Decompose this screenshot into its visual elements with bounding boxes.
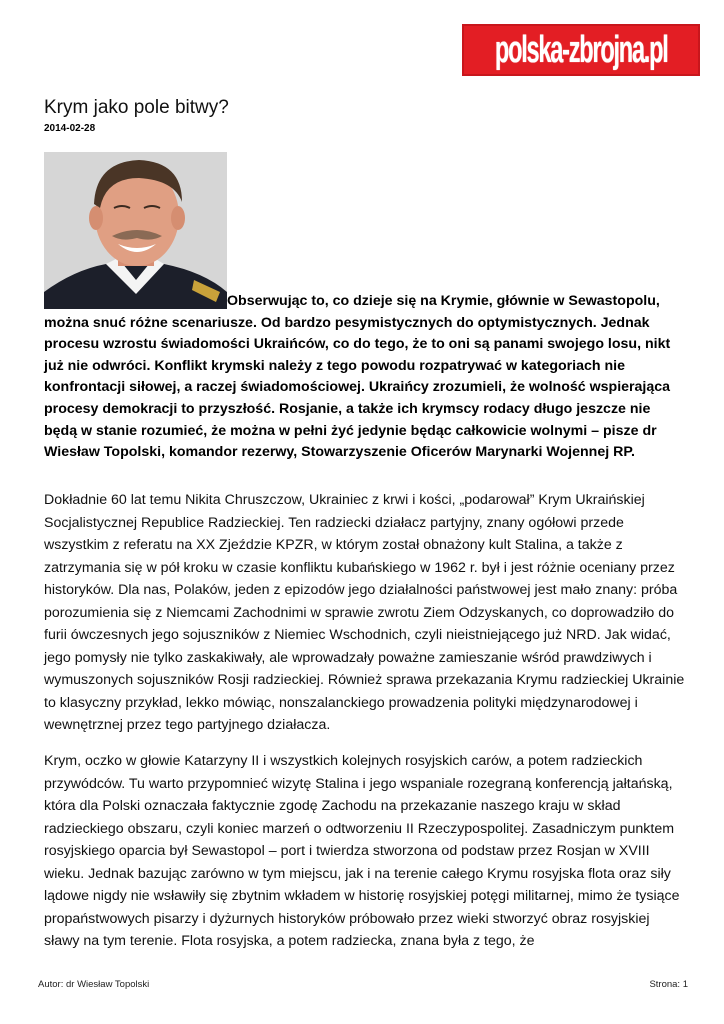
footer-author: Autor: dr Wiesław Topolski — [38, 979, 150, 990]
site-logo-text: polska-zbrojna.pl — [494, 28, 668, 71]
article-date: 2014-02-28 — [44, 123, 96, 134]
author-photo — [44, 152, 227, 309]
article-paragraph-1: Dokładnie 60 lat temu Nikita Chruszczow, Ukrainiec z krwi i kości, „podarował” Krym Ukraińskiej Socjalistycznej Republice Radzieckiej. Ten radziecki działacz partyjny, znany ogółowi przede wszystkim z referatu na XX Zjeździe KPZR, w którym został obnażony kult Stalina, a także z zatrzymania się w pół kroku w czasie konfliktu kubańskiego w 1962 r. był i jest różnie oceniany przez historyków. Dla nas, Polaków, jeden z epizodów jego działalności państwowej jest mało znany: próba porozumienia się z Niemcami Zachodnimi w sprawie zwrotu Ziem Odzyskanych, co doprowadziło do furii ówczesnych jego sojuszników z Niemiec Wschodnich, czyli nieistniejącego już NRD. Jak widać, jego pomysły nie tylko zaskakiwały, ale wprowadzały poważne zamieszanie wśród prawdziwych i wymuszonych sojuszników Rosji radzieckiej. Również sprawa przekazania Krymu radzieckiej Ukrainie to klasyczny przykład, lekko mówiąc, nonszalanckiego prowadzenia polityki międzynarodowej i wewnętrznej przez tego partyjnego działacza. — [44, 492, 685, 733]
article-paragraph-2: Krym, oczko w głowie Katarzyny II i wszystkich kolejnych rosyjskich carów, a potem radzieckich przywódców. Tu warto przypomnieć wizytę Stalina i jego wspaniale rozegraną konferencją jałtańską, która dla Polski oznaczała faktycznie zgodę Zachodu na przekazanie naszego kraju w skład radzieckiego obszaru, czyli koniec marzeń o odtworzeniu II Rzeczypospolitej. Zasadniczym punktem rosyjskiego oparcia był Sewastopol – port i twierdza stworzona od podstaw przez Rosjan w XVIII wieku. Jednak bazując zarówno w tym miejscu, jak i na terenie całego Krymu rosyjska flota oraz siły lądowe nigdy nie wsławiły się zbytnim wkładem w historię rosyjskiej potęgi militarnej, mimo że tysiące propaństwowych pisarzy i dyżurnych historyków próbowało przez wieki stworzyć obraz rosyjskiej sławy na tym terenie. Flota rosyjska, a potem radziecka, znana była z tego, że — [44, 753, 680, 949]
footer-page-number: Strona: 1 — [649, 979, 688, 990]
author-portrait-image — [44, 152, 227, 309]
article-title: Krym jako pole bitwy? — [44, 97, 229, 118]
article-lead-text: Obserwując to, co dzieje się na Krymie, głównie w Sewastopolu, można snuć różne scenariusze. Od bardzo pesymistycznych do optymistycznych. Jednak procesu wzrostu świadomości Ukraińców, co do tego, że to oni są panami swojego losu, nikt już nie odwróci. Konflikt krymski należy z tego powodu rozpatrywać w kategoriach nie konfrontacji siłowej, a raczej świadomościowej. Ukraińcy zrozumieli, że wolność wspierająca procesy demokracji to przyszłość. Rosjanie, a także ich krymscy rodacy długo jeszcze nie będą w stanie rozumieć, że można w pełni żyć jedynie będąc całkowicie wolnymi – pisze dr Wiesław Topolski, komandor rezerwy, Stowarzyszenie Oficerów Marynarki Wojennej RP. — [44, 293, 671, 461]
site-logo[interactable] — [462, 24, 700, 76]
lead-indent — [44, 304, 227, 305]
article-lead — [44, 291, 686, 464]
